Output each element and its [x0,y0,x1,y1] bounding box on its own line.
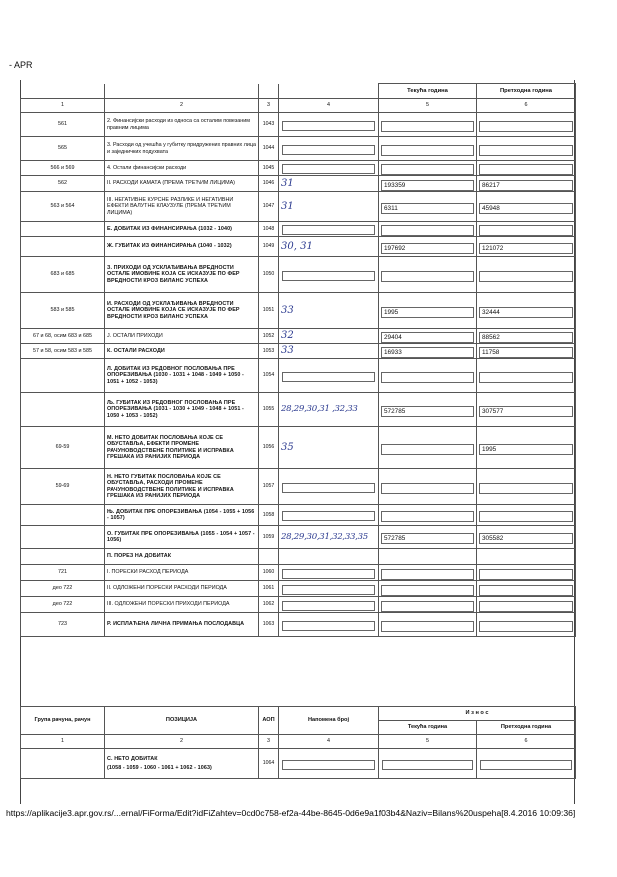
previous-year-field[interactable] [479,621,573,632]
current-year-field[interactable] [381,601,474,612]
position-cell: И. РАСХОДИ ОД УСКЛАЂИВАЊА ВРЕДНОСТИ ОСТАЛЕ ИМОВИНЕ КОЈА СЕ ИСКАЗУЈЕ ПО ФЕР ВРЕДНОСТИ КРОЗ БИЛАНС УСПЕХА [105,293,259,329]
table-row [21,749,576,779]
current-year-cell [379,113,477,137]
note-cell [279,613,379,637]
note-cell [279,427,379,469]
col-header-current-year: Текућа година [379,84,477,99]
table-row [21,393,576,427]
note-cell [279,222,379,237]
position-cell: 2. Финансијски расходи из односа са осталим повезаним правним лицима [105,113,259,137]
col-number: 4 [279,99,379,113]
position-cell: 3. Расходи од учешћа у губитку придружених правних лица и заједничких подухвата [105,137,259,161]
position-title: С. НЕТО ДОБИТАК [107,755,158,762]
previous-year-cell [477,161,576,176]
note-cell [279,469,379,505]
col-header-current-year: Текућа година [379,721,477,735]
previous-year-cell [477,613,576,637]
note-field[interactable] [282,145,375,155]
previous-year-cell [477,565,576,581]
handwritten-note: 31 [281,200,294,212]
current-year-cell [379,613,477,637]
col-header-previous-year: Претходна година [477,721,576,735]
aop-cell: 1043 [259,113,279,137]
aop-cell: 1064 [259,749,279,779]
aop-cell: 1048 [259,222,279,237]
account-cell [21,505,105,526]
position-cell: Е. ДОБИТАК ИЗ ФИНАНСИРАЊА (1032 - 1040) [105,222,259,237]
table-row [21,597,576,613]
col-header-aop: АОП [259,707,279,735]
account-cell: 59-69 [21,469,105,505]
current-year-field[interactable]: 16933 [381,347,474,358]
current-year-cell [379,359,477,393]
aop-cell: 1052 [259,329,279,344]
current-year-cell [379,427,477,469]
note-field[interactable] [282,511,375,521]
previous-year-cell [477,257,576,293]
note-cell [279,597,379,613]
col-number: 6 [477,99,576,113]
position-cell: Ж. ГУБИТАК ИЗ ФИНАНСИРАЊА (1040 - 1032) [105,237,259,257]
table-row [21,427,576,469]
position-cell [105,749,259,779]
previous-year-field[interactable]: 86217 [479,180,573,191]
current-year-field[interactable]: 197692 [381,243,474,254]
account-cell: део 722 [21,581,105,597]
handwritten-note: 32 [281,330,294,342]
position-cell: П. ПОРЕЗ НА ДОБИТАК [105,549,259,565]
income-statement-table-continued [20,706,576,779]
page-url-footer: https://aplikacije3.apr.gov.rs/...ernal/FiForma/Edit?idFiZahtev=0cd0c758-ef2a-44be-8645-0d6e9a1f03b4&Naziv=Bilans%20uspeha[8.4.2016 10:09:36] [6,808,576,818]
col-number: 5 [379,735,477,749]
note-cell [279,581,379,597]
aop-cell: 1045 [259,161,279,176]
current-year-cell [379,549,477,565]
note-cell [279,192,379,222]
position-cell: I. ПОРЕСКИ РАСХОД ПЕРИОДА [105,565,259,581]
account-cell: 561 [21,113,105,137]
note-cell [279,526,379,549]
previous-year-cell [477,505,576,526]
current-year-field[interactable] [381,164,474,175]
account-cell: 67 и 68, осим 683 и 685 [21,329,105,344]
position-cell: Ј. ОСТАЛИ ПРИХОДИ [105,329,259,344]
table-row [21,359,576,393]
note-cell [279,344,379,359]
header-row [21,707,576,721]
account-cell [21,526,105,549]
previous-year-field[interactable] [479,569,573,580]
account-cell: 723 [21,613,105,637]
col-number-row [21,735,576,749]
table-row [21,237,576,257]
previous-year-cell [477,222,576,237]
table-row [21,137,576,161]
account-cell: 57 и 58, осим 583 и 585 [21,344,105,359]
current-year-cell [379,237,477,257]
col-number: 1 [21,99,105,113]
previous-year-cell [477,329,576,344]
current-year-field[interactable] [381,585,474,596]
note-cell [279,505,379,526]
income-statement-table [20,83,576,637]
position-formula: (1058 - 1059 - 1060 - 1061 + 1062 - 1063) [107,765,212,771]
aop-cell: 1051 [259,293,279,329]
current-year-cell [379,329,477,344]
previous-year-field[interactable] [479,271,573,282]
position-cell: Њ. ДОБИТАК ПРЕ ОПОРЕЗИВАЊА (1054 - 1055 + 1056 - 1057) [105,505,259,526]
note-cell [279,257,379,293]
previous-year-cell [477,427,576,469]
table-row [21,549,576,565]
table-row [21,113,576,137]
handwritten-note: 28,29,30,31,32,33,35 [281,531,368,542]
current-year-field[interactable] [381,372,474,383]
previous-year-field[interactable] [479,601,573,612]
previous-year-field[interactable] [479,121,573,132]
previous-year-field[interactable]: 121072 [479,243,573,254]
previous-year-cell [477,137,576,161]
note-cell [279,293,379,329]
previous-year-cell [477,293,576,329]
current-year-cell [379,526,477,549]
col-number: 5 [379,99,477,113]
note-cell [279,565,379,581]
current-year-cell [379,344,477,359]
position-cell: Н. НЕТО ГУБИТАК ПОСЛОВАЊА КОЈЕ СЕ ОБУСТАВЉА, РАСХОДИ ПРОМЕНЕ РАЧУНОВОДСТВЕНЕ ПОЛИТИКЕ И ИСПРАВКА ГРЕШАКА ИЗ РАНИЈИХ ПЕРИОДА [105,469,259,505]
current-year-field[interactable] [382,760,473,770]
table-row [21,161,576,176]
handwritten-note: 35 [281,441,294,453]
aop-cell: 1047 [259,192,279,222]
note-field[interactable] [282,621,375,631]
table-row [21,469,576,505]
position-cell: Р. ИСПЛАЋЕНА ЛИЧНА ПРИМАЊА ПОСЛОДАВЦА [105,613,259,637]
current-year-field[interactable] [381,225,474,236]
previous-year-cell [477,597,576,613]
note-field[interactable] [282,372,375,382]
col-header-position: ПОЗИЦИЈА [105,707,259,735]
note-field[interactable] [282,585,375,595]
note-cell [279,176,379,192]
aop-cell [259,549,279,565]
previous-year-field[interactable] [479,164,573,175]
col-number: 3 [259,99,279,113]
header-row [21,84,576,99]
current-year-field[interactable] [381,511,474,522]
account-cell: 583 и 585 [21,293,105,329]
current-year-cell [379,257,477,293]
table-row [21,329,576,344]
position-cell: Љ. ГУБИТАК ИЗ РЕДОВНОГ ПОСЛОВАЊА ПРЕ ОПОРЕЗИВАЊА (1031 - 1030 + 1049 - 1048 + 1051 - 1050 + 1053 - 1052) [105,393,259,427]
current-year-cell [379,192,477,222]
position-cell: II. ОДЛОЖЕНИ ПОРЕСКИ РАСХОДИ ПЕРИОДА [105,581,259,597]
aop-cell: 1063 [259,613,279,637]
previous-year-cell [477,359,576,393]
previous-year-field[interactable]: 88562 [479,332,573,343]
previous-year-cell [477,176,576,192]
account-cell [21,359,105,393]
aop-cell: 1055 [259,393,279,427]
col-number: 1 [21,735,105,749]
handwritten-note: 33 [281,304,294,316]
col-number: 4 [279,735,379,749]
account-cell [21,549,105,565]
aop-cell: 1061 [259,581,279,597]
previous-year-field[interactable] [480,760,572,770]
previous-year-field[interactable]: 32444 [479,307,573,318]
note-cell [279,329,379,344]
account-cell: 562 [21,176,105,192]
aop-cell: 1056 [259,427,279,469]
aop-cell: 1053 [259,344,279,359]
previous-year-field[interactable]: 11758 [479,347,573,358]
current-year-cell [379,137,477,161]
account-cell: 683 и 685 [21,257,105,293]
current-year-cell [379,161,477,176]
previous-year-cell [477,526,576,549]
previous-year-field[interactable] [479,225,573,236]
col-header-note: Напомена број [279,707,379,735]
note-field[interactable] [282,760,375,770]
aop-cell: 1054 [259,359,279,393]
position-cell: III. НЕГАТИВНЕ КУРСНЕ РАЗЛИКЕ И НЕГАТИВНИ ЕФЕКТИ ВАЛУТНЕ КЛАУЗУЛЕ (ПРЕМА ТРЕЋИМ ЛИЦИМА) [105,192,259,222]
previous-year-cell [477,113,576,137]
aop-cell: 1046 [259,176,279,192]
current-year-field[interactable]: 572785 [381,533,474,544]
note-field[interactable] [282,569,375,579]
aop-cell: 1060 [259,565,279,581]
current-year-cell [379,222,477,237]
table-row [21,257,576,293]
current-year-field[interactable] [381,483,474,494]
previous-year-field[interactable] [479,372,573,383]
current-year-cell [379,749,477,779]
previous-year-field[interactable]: 307577 [479,406,573,417]
previous-year-cell [477,549,576,565]
account-cell [21,393,105,427]
table-row [21,565,576,581]
col-number: 6 [477,735,576,749]
current-year-field[interactable]: 1995 [381,307,474,318]
account-cell [21,749,105,779]
previous-year-field[interactable] [479,511,573,522]
aop-cell: 1050 [259,257,279,293]
account-cell: 563 и 564 [21,192,105,222]
col-number: 2 [105,99,259,113]
col-number: 2 [105,735,259,749]
current-year-cell [379,176,477,192]
col-header-account-group: Група рачуна, рачун [21,707,105,735]
current-year-field[interactable]: 572785 [381,406,474,417]
handwritten-note: 28,29,30,31 ,32,33 [281,404,358,415]
note-cell [279,359,379,393]
col-number: 3 [259,735,279,749]
aop-cell: 1058 [259,505,279,526]
previous-year-cell [477,344,576,359]
current-year-cell [379,505,477,526]
previous-year-field[interactable] [479,145,573,156]
previous-year-field[interactable]: 1995 [479,444,573,455]
position-cell: 4. Остали финансијски расходи [105,161,259,176]
position-cell: К. ОСТАЛИ РАСХОДИ [105,344,259,359]
previous-year-field[interactable]: 305582 [479,533,573,544]
aop-cell: 1057 [259,469,279,505]
previous-year-field[interactable] [479,483,573,494]
current-year-field[interactable] [381,121,474,132]
previous-year-cell [477,581,576,597]
current-year-field[interactable] [381,271,474,282]
table-row [21,344,576,359]
note-field[interactable] [282,271,375,281]
handwritten-note: 31 [281,177,294,189]
current-year-field[interactable] [381,145,474,156]
current-year-cell [379,597,477,613]
note-cell [279,749,379,779]
account-cell [21,222,105,237]
table-row [21,613,576,637]
note-field[interactable] [282,164,375,174]
previous-year-cell [477,749,576,779]
current-year-field[interactable] [381,569,474,580]
col-number-row [21,99,576,113]
note-field[interactable] [282,121,375,131]
position-cell: М. НЕТО ДОБИТАК ПОСЛОВАЊА КОЈЕ СЕ ОБУСТАВЉА, ЕФЕКТИ ПРОМЕНЕ РАЧУНОВОДСТВЕНЕ ПОЛИТИКЕ И ИСПРАВКА ГРЕШАКА ИЗ РАНИЈИХ ПЕРИОДА [105,427,259,469]
position-cell: З. ПРИХОДИ ОД УСКЛАЂИВАЊА ВРЕДНОСТИ ОСТАЛЕ ИМОВИНЕ КОЈА СЕ ИСКАЗУЈЕ ПО ФЕР ВРЕДНОСТИ КРОЗ БИЛАНС УСПЕХА [105,257,259,293]
previous-year-cell [477,393,576,427]
note-cell [279,137,379,161]
previous-year-field[interactable] [479,585,573,596]
previous-year-cell [477,192,576,222]
table-row [21,176,576,192]
aop-cell: 1044 [259,137,279,161]
current-year-cell [379,469,477,505]
note-cell [279,113,379,137]
current-year-field[interactable] [381,621,474,632]
col-header-amount: И з н о с [379,707,576,721]
note-cell [279,237,379,257]
account-cell [21,237,105,257]
previous-year-field[interactable]: 45948 [479,203,573,214]
handwritten-note: 30, 31 [281,240,313,252]
current-year-cell [379,565,477,581]
handwritten-note: 33 [281,345,294,357]
note-cell [279,161,379,176]
position-cell: III. ОДЛОЖЕНИ ПОРЕСКИ ПРИХОДИ ПЕРИОДА [105,597,259,613]
current-year-field[interactable] [381,444,474,455]
current-year-field[interactable]: 6311 [381,203,474,214]
table-row [21,581,576,597]
position-cell: Л. ДОБИТАК ИЗ РЕДОВНОГ ПОСЛОВАЊА ПРЕ ОПОРЕЗИВАЊА (1030 - 1031 + 1048 - 1049 + 1050 - 1051 + 1052 - 1053) [105,359,259,393]
note-field[interactable] [282,601,375,611]
aop-cell: 1059 [259,526,279,549]
current-year-cell [379,581,477,597]
aop-cell: 1049 [259,237,279,257]
note-cell [279,549,379,565]
col-header-previous-year: Претходна година [477,84,576,99]
table-row [21,505,576,526]
note-field[interactable] [282,225,375,235]
table-row [21,526,576,549]
note-field[interactable] [282,483,375,493]
account-cell: део 722 [21,597,105,613]
current-year-field[interactable]: 193359 [381,180,474,191]
current-year-field[interactable]: 29404 [381,332,474,343]
aop-cell: 1062 [259,597,279,613]
table-row [21,192,576,222]
table-row [21,293,576,329]
current-year-cell [379,293,477,329]
note-cell [279,393,379,427]
previous-year-cell [477,237,576,257]
account-cell: 69-59 [21,427,105,469]
account-cell: 565 [21,137,105,161]
previous-year-cell [477,469,576,505]
site-label: - APR [9,60,33,70]
position-cell: II. РАСХОДИ КАМАТА (ПРЕМА ТРЕЋИМ ЛИЦИМА) [105,176,259,192]
table-row [21,222,576,237]
account-cell: 566 и 569 [21,161,105,176]
current-year-cell [379,393,477,427]
position-cell: О. ГУБИТАК ПРЕ ОПОРЕЗИВАЊА (1055 - 1054 + 1057 - 1056) [105,526,259,549]
account-cell: 721 [21,565,105,581]
